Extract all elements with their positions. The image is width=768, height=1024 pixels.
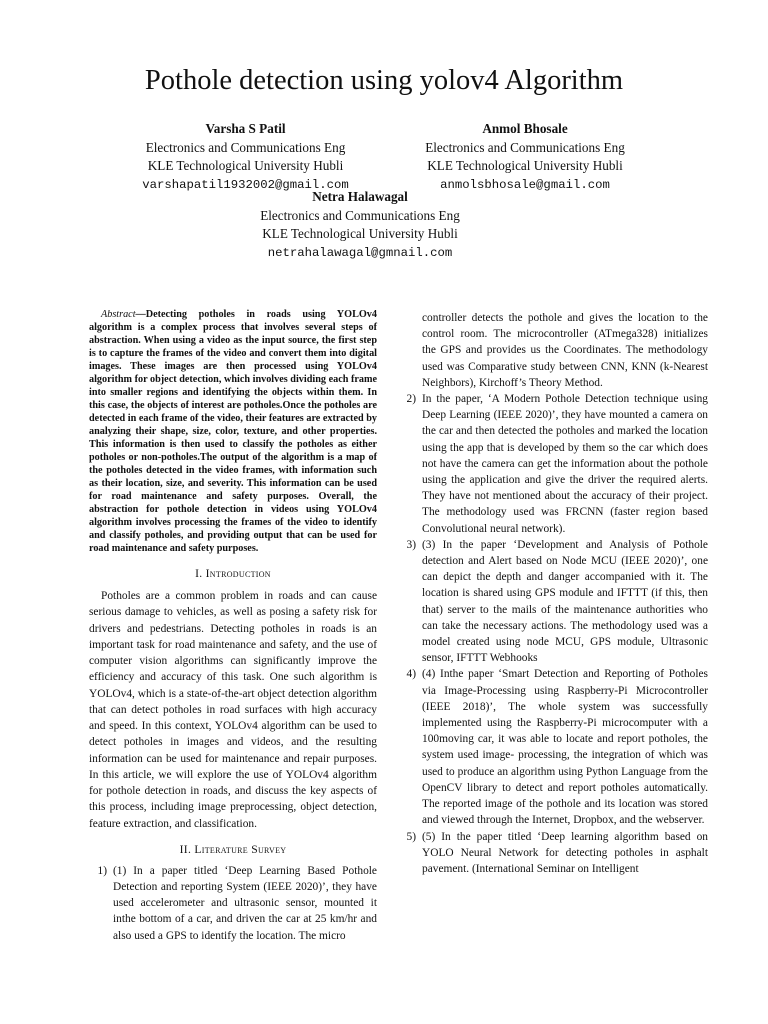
author-name: Varsha S Patil: [205, 121, 286, 136]
list-item-number: 5): [406, 830, 416, 843]
list-item-number: 4): [406, 668, 416, 681]
literature-list-continued: [398, 391, 708, 877]
introduction-paragraph: Potholes are a common problem in roads and can cause serious damage to vehicles, as well as posing a safety risk for drivers and pedestrians. Detecting potholes in roads is an important task for road maintenance and safety, and the use of computer vision algorithms can significantly improve the efficiency and accuracy of this task. One such algorithm is YOLOv4, which is a state-of-the-art object detection algorithm that can detect potholes in road surfaces with high accuracy and speed. In this context, YOLOv4 algorithm can be used to detect potholes in images and videos, and the resulting information can be used for maintenance and repair purposes. In this article, we will explore the use of YOLOv4 algorithm for pothole detection in roads, and discuss the key aspects of this process, including image preprocessing, object detection, feature extraction, and classification.: [89, 590, 377, 830]
list-item-text: (1) In a paper titled ‘Deep Learning Based Pothole Detection and reporting System (IEEE 2020)’, they have used accelerometer and ultrasonic sensor, mounted it inthe bottom of a car, and driven the car at 25 km/hr and also used a GPS to identify the location. The micro: [113, 864, 377, 942]
list-item: [398, 537, 708, 667]
list-item: [398, 391, 708, 537]
left-column: [89, 308, 377, 944]
section-heading-introduction: I. Introduction: [195, 567, 271, 580]
list-item-continuation: controller detects the pothole and gives the location to the control room. The microcontroller (ATmega328) initializes the GPS and provides us the Coordinates. The methodology used was Comparative study between CNN, KNN (k-Nearest Neighbors), Kirchoff’s Theory Method.: [422, 312, 708, 389]
author-email: netrahalawagal@gmnail.com: [267, 245, 453, 260]
list-item: [398, 666, 708, 828]
author-department: Electronics and Communications Eng: [145, 139, 346, 155]
author-email: anmolsbhosale@gmail.com: [440, 177, 610, 192]
list-item: [398, 829, 708, 878]
author-department: Electronics and Communications Eng: [425, 139, 625, 155]
list-item-text: In the paper, ‘A Modern Pothole Detection technique using Deep Learning (IEEE 2020)’, they have mounted a camera on the car and then detected the potholes and marked the location using the app that is developed by them so the car which does not have the camera can get the information about the pothole using the application and give the driver the required alerts. They have not mentioned about the accuracy of their project. The methodology used was FRCNN (faster region based Convolutional neural network).: [422, 393, 708, 535]
abstract-text: —Detecting potholes in roads using YOLOv4 algorithm is a complex process that involves several steps of abstraction. When using a video as the input source, the first step is to capture the frames of the video and convert them into digital images. These images are then processed using YOLOv4 algorithm for object detection, which involves dividing each frame into smaller regions and identifying the objects within them. In this case, the objects of interest are potholes.Once the potholes are detected in each frame of the video, their features are extracted by analyzing their shape, size, color, texture, and other properties. This information is then used to classify the potholes as either potholes or non-potholes.The output of the algorithm is a map of the potholes detected in the video frames, with information such as their location, size, and severity. This information can be used for road maintenance and safety purposes. Overall, the abstraction for pothole detection in videos using YOLOv4 algorithm involves processing the frames of the video to identify and classify potholes, and providing output that can be used for road maintenance and safety purposes.: [89, 309, 377, 554]
list-item-number: 3): [406, 538, 416, 551]
right-column: [398, 310, 708, 877]
author-email: varshapatil1932002@gmail.com: [142, 177, 349, 192]
abstract: [89, 308, 377, 555]
literature-list: [89, 863, 377, 944]
author-university: KLE Technological University Hubli: [427, 158, 623, 173]
author-name: Anmol Bhosale: [482, 121, 568, 136]
list-item: [89, 863, 377, 944]
list-item-number: 1): [97, 864, 107, 877]
paper-title: Pothole detection using yolov4 Algorithm: [144, 65, 624, 96]
author-name: Netra Halawagal: [312, 189, 408, 204]
author-university: KLE Technological University Hubli: [262, 226, 458, 241]
section-heading-literature-survey: II. Literature Survey: [179, 842, 287, 856]
list-item-text: (4) Inthe paper ‘Smart Detection and Reporting of Potholes via Image-Processing using Raspberry-Pi Microcontroller (IEEE 2018)’, The whole system was successfully implemented using the Raspberry-Pi microcomputer with a 100moving car, it was able to locate and report potholes, the system used image- processing, the integration of which was used to produce an algorithm using Python Language from the OpenCV library to detect and report potholes automatically. The reported image of the pothole and its location was stored and viewed through the Internet, Dropbox, and the webserver.: [422, 668, 708, 827]
author-block-3: [241, 188, 479, 262]
list-item-text: (3) In the paper ‘Development and Analysis of Pothole detection and Alert based on Node MCU (IEEE 2020)’, one can depict the depth and danger accompanied with it. The location is shared using GPS module and IFTTT (if this, then that) server to the mails of the maintenance authorities who can take the necessary actions. The methodology used was a model created using node MCU, GPS module, Ultrasonic sensor, IFTTT Webhooks: [422, 538, 708, 665]
author-block-1: [128, 120, 363, 194]
list-item-text: (5) In the paper titled ‘Deep learning algorithm based on YOLO Neural Network for detecting potholes in asphalt pavement. (International Seminar on Intelligent: [422, 830, 708, 875]
author-university: KLE Technological University Hubli: [147, 158, 344, 173]
author-block-2: [405, 120, 645, 194]
list-item-number: 2): [406, 393, 416, 406]
author-department: Electronics and Communications Eng: [260, 207, 460, 223]
abstract-label: Abstract: [101, 309, 136, 320]
